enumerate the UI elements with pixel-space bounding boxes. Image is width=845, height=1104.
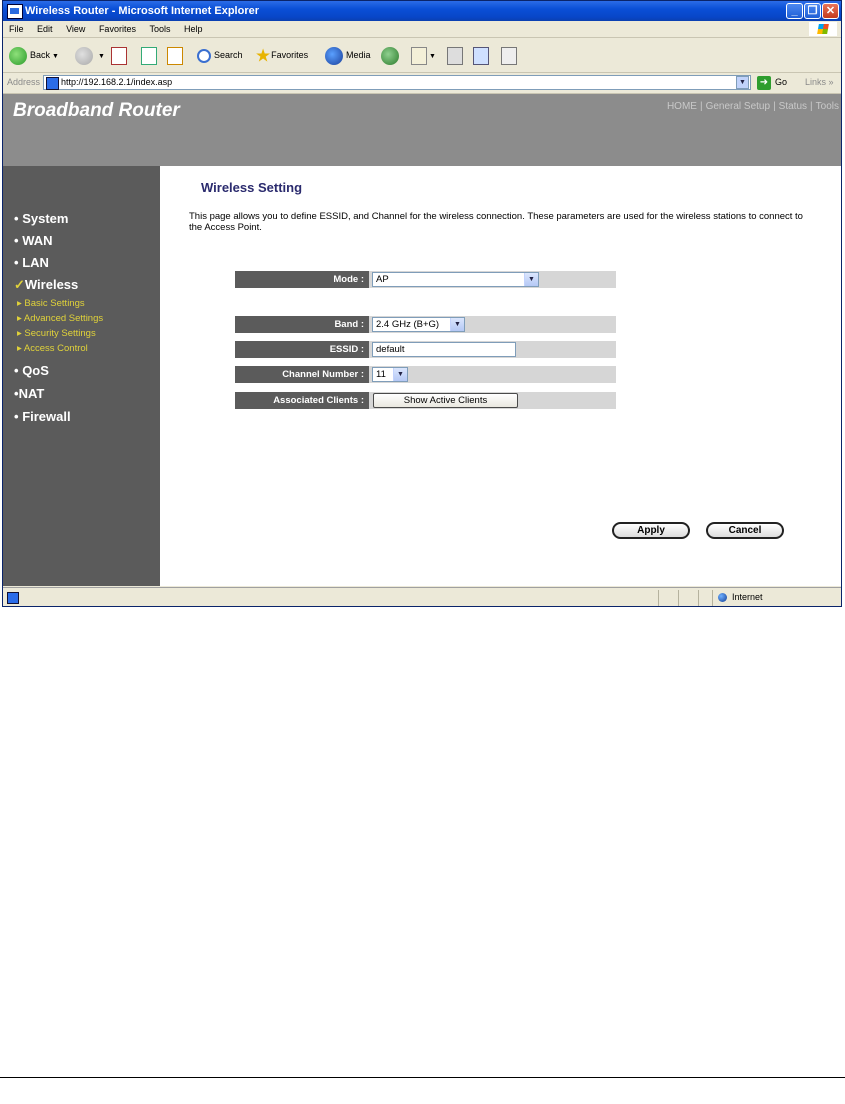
history-icon xyxy=(381,47,399,65)
page-description: This page allows you to define ESSID, and Channel for the wireless connection. These parameters are used for the wireless stations to connect to the Access Point. xyxy=(189,211,803,233)
chevron-down-icon: ▼ xyxy=(450,318,464,331)
band-row xyxy=(235,316,616,333)
sidebar-item-system[interactable]: • System xyxy=(14,211,69,226)
media-label: Media xyxy=(346,50,371,60)
sidebar-item-qos[interactable]: • QoS xyxy=(14,363,49,378)
refresh-button[interactable] xyxy=(141,45,157,65)
nav-status[interactable]: Status xyxy=(778,101,808,112)
nav-general-setup[interactable]: General Setup xyxy=(705,101,771,112)
page-icon xyxy=(46,77,59,90)
sidebar xyxy=(3,166,160,586)
brand-title: Broadband Router xyxy=(13,100,180,121)
forward-arrow-icon xyxy=(75,47,93,65)
mail-icon xyxy=(411,47,427,65)
search-icon xyxy=(197,49,211,63)
apply-button[interactable]: Apply xyxy=(612,522,690,539)
clients-label: Associated Clients : xyxy=(235,392,369,409)
status-bar xyxy=(3,587,841,607)
nav-home[interactable]: HOME xyxy=(666,101,697,112)
sidebar-item-wireless[interactable]: ✓Wireless xyxy=(14,277,79,292)
essid-label: ESSID : xyxy=(235,341,369,358)
browser-window xyxy=(2,0,842,607)
clients-row xyxy=(235,392,616,409)
sidebar-sub-access-control[interactable]: ▸ Access Control xyxy=(17,343,88,354)
address-bar xyxy=(3,73,841,94)
nav-tools[interactable]: Tools xyxy=(815,101,839,112)
menu-file[interactable]: File xyxy=(9,24,24,34)
essid-input[interactable]: default xyxy=(372,342,516,357)
sidebar-sub-basic-settings[interactable]: ▸ Basic Settings xyxy=(17,298,85,309)
maximize-button[interactable]: ❐ xyxy=(804,3,821,19)
router-header xyxy=(3,94,841,166)
internet-zone-icon xyxy=(718,593,727,602)
search-button[interactable] xyxy=(197,45,243,65)
go-button[interactable]: Go xyxy=(775,77,788,87)
security-zone-label: Internet xyxy=(732,592,763,602)
address-dropdown-icon[interactable]: ▼ xyxy=(736,76,749,89)
print-icon xyxy=(447,47,463,65)
cancel-button[interactable]: Cancel xyxy=(706,522,784,539)
ie-icon xyxy=(7,4,23,19)
menu-view[interactable]: View xyxy=(66,24,86,34)
stop-button[interactable] xyxy=(111,45,127,65)
address-label: Address xyxy=(7,77,41,87)
sidebar-item-nat[interactable]: •NAT xyxy=(14,386,45,401)
edit-icon xyxy=(473,47,489,65)
menu-bar xyxy=(3,21,841,38)
band-select[interactable]: 2.4 GHz (B+G) ▼ xyxy=(372,317,465,332)
media-icon xyxy=(325,47,343,65)
home-button[interactable] xyxy=(167,45,183,65)
toolbar xyxy=(3,38,841,73)
channel-label: Channel Number : xyxy=(235,366,369,383)
band-label: Band : xyxy=(235,316,369,333)
chevron-down-icon: ▼ xyxy=(393,368,407,381)
show-active-clients-button[interactable]: Show Active Clients xyxy=(373,393,518,408)
channel-row xyxy=(235,366,616,383)
sidebar-item-firewall[interactable]: • Firewall xyxy=(14,409,71,424)
messenger-button[interactable] xyxy=(501,45,517,65)
mode-select[interactable]: AP ▼ xyxy=(372,272,539,287)
star-icon: ★ xyxy=(255,45,272,66)
title-bar xyxy=(3,1,841,21)
sidebar-item-lan[interactable]: • LAN xyxy=(14,255,49,270)
sidebar-sub-security-settings[interactable]: ▸ Security Settings xyxy=(17,328,96,339)
stop-icon xyxy=(111,47,127,65)
edit-button[interactable] xyxy=(473,45,489,65)
mode-label: Mode : xyxy=(235,271,369,288)
chevron-down-icon: ▼ xyxy=(524,273,538,286)
forward-button[interactable]: ▼ xyxy=(75,45,105,65)
main-content xyxy=(160,166,841,586)
window-title: Wireless Router - Microsoft Internet Explorer xyxy=(25,5,260,17)
address-url: http://192.168.2.1/index.asp xyxy=(61,77,173,87)
history-button[interactable] xyxy=(381,45,402,65)
channel-select[interactable]: 11 ▼ xyxy=(372,367,408,382)
menu-edit[interactable]: Edit xyxy=(37,24,53,34)
sidebar-sub-advanced-settings[interactable]: ▸ Advanced Settings xyxy=(17,313,104,324)
menu-help[interactable]: Help xyxy=(184,24,203,34)
messenger-icon xyxy=(501,47,517,65)
web-page xyxy=(3,94,841,586)
minimize-button[interactable]: _ xyxy=(786,3,803,19)
top-nav: HOME | General Setup | Status | Tools xyxy=(666,101,839,112)
favorites-button[interactable] xyxy=(255,45,308,65)
go-arrow-icon[interactable]: ➜ xyxy=(757,76,771,90)
page-status-icon xyxy=(7,592,19,604)
menu-tools[interactable]: Tools xyxy=(149,24,171,34)
page-title: Wireless Setting xyxy=(201,180,303,195)
refresh-icon xyxy=(141,47,157,65)
back-arrow-icon xyxy=(9,47,27,65)
back-button[interactable]: Back ▼ xyxy=(9,45,59,65)
menu-favorites[interactable]: Favorites xyxy=(98,24,136,34)
media-button[interactable] xyxy=(325,45,371,65)
windows-logo-icon xyxy=(809,22,837,36)
check-icon: ✓ xyxy=(14,277,25,292)
essid-row xyxy=(235,341,616,358)
back-label: Back xyxy=(30,50,51,60)
mail-button[interactable]: ▼ xyxy=(411,45,436,65)
search-label: Search xyxy=(214,50,243,60)
favorites-label: Favorites xyxy=(271,50,309,60)
sidebar-item-wan[interactable]: • WAN xyxy=(14,233,53,248)
mode-row xyxy=(235,271,616,288)
page-footer-line xyxy=(0,1077,845,1078)
links-button[interactable]: Links » xyxy=(805,77,834,87)
close-button[interactable]: ✕ xyxy=(822,3,839,19)
home-icon xyxy=(167,47,183,65)
print-button[interactable] xyxy=(447,45,463,65)
address-input[interactable] xyxy=(43,75,751,90)
